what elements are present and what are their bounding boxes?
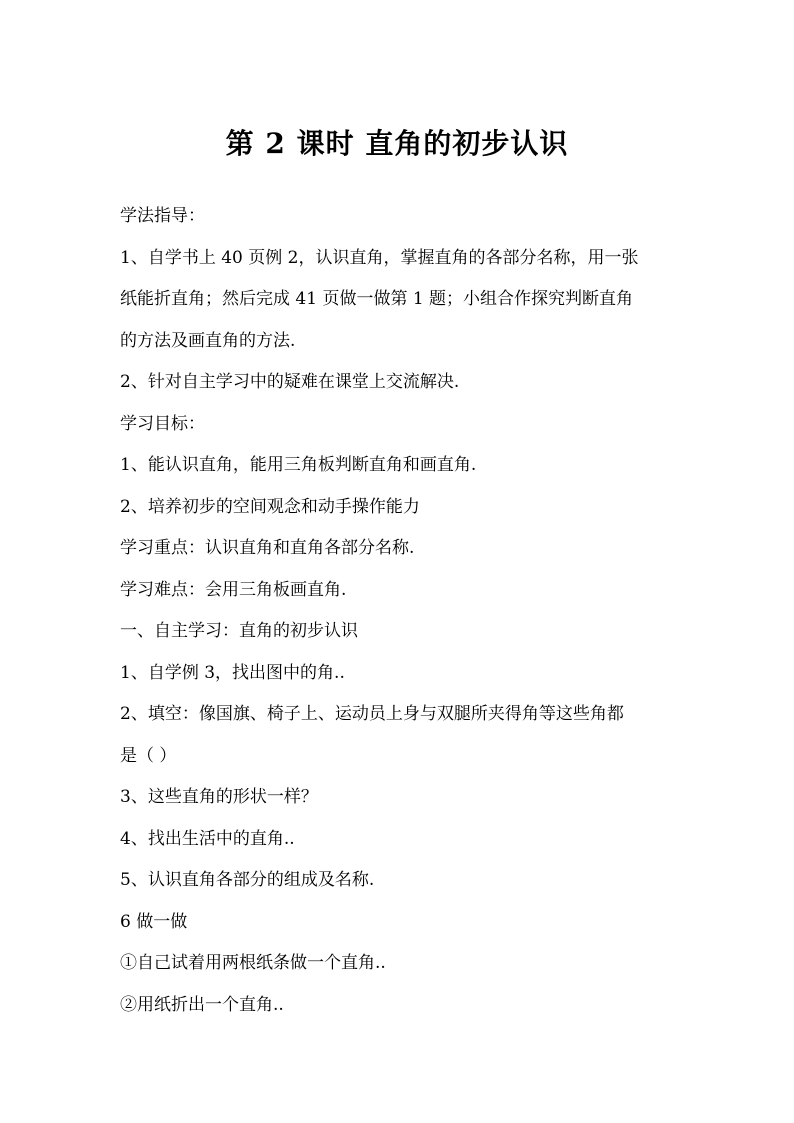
- text-line: 1、自学例 3，找出图中的角..: [120, 662, 345, 683]
- text-line: 2、培养初步的空间观念和动手操作能力: [120, 496, 420, 517]
- text-line: ①自己试着用两根纸条做一个直角..: [120, 953, 386, 973]
- text-line: 纸能折直角；然后完成 41 页做一做第 1 题；小组合作探究判断直角: [120, 289, 634, 309]
- text-line: 2、填空：像国旗、椅子上、运动员上身与双腿所夹得角等这些角都: [120, 704, 624, 724]
- text-line: ②用纸折出一个直角..: [120, 994, 284, 1015]
- difficulty-line: 学习难点：会用三角板画直角.: [120, 579, 347, 600]
- text-line: 3、这些直角的形状一样？: [120, 787, 318, 807]
- text-line: 是（ ）: [120, 745, 177, 766]
- section-heading-study-method: 学法指导：: [120, 206, 205, 226]
- section-heading-objectives: 学习目标：: [120, 413, 205, 434]
- lesson-title: 第 2 课时 直角的初步认识: [225, 127, 569, 160]
- lesson-body: [120, 196, 680, 1026]
- key-point-line: 学习重点：认识直角和直角各部分名称.: [120, 538, 415, 558]
- text-line: 6 做一做: [120, 911, 188, 932]
- section-heading-self-study: 一、自主学习：直角的初步认识: [120, 621, 358, 641]
- text-line: 1、自学书上 40 页例 2，认识直角，掌握直角的各部分名称，用一张: [120, 247, 639, 268]
- text-line: 的方法及画直角的方法.: [120, 330, 296, 351]
- text-line: 5、认识直角各部分的组成及名称.: [120, 870, 375, 890]
- text-line: 4、找出生活中的直角..: [120, 828, 295, 849]
- text-line: 1、能认识直角，能用三角板判断直角和画直角.: [120, 455, 477, 475]
- text-line: 2、针对自主学习中的疑难在课堂上交流解决.: [120, 372, 460, 392]
